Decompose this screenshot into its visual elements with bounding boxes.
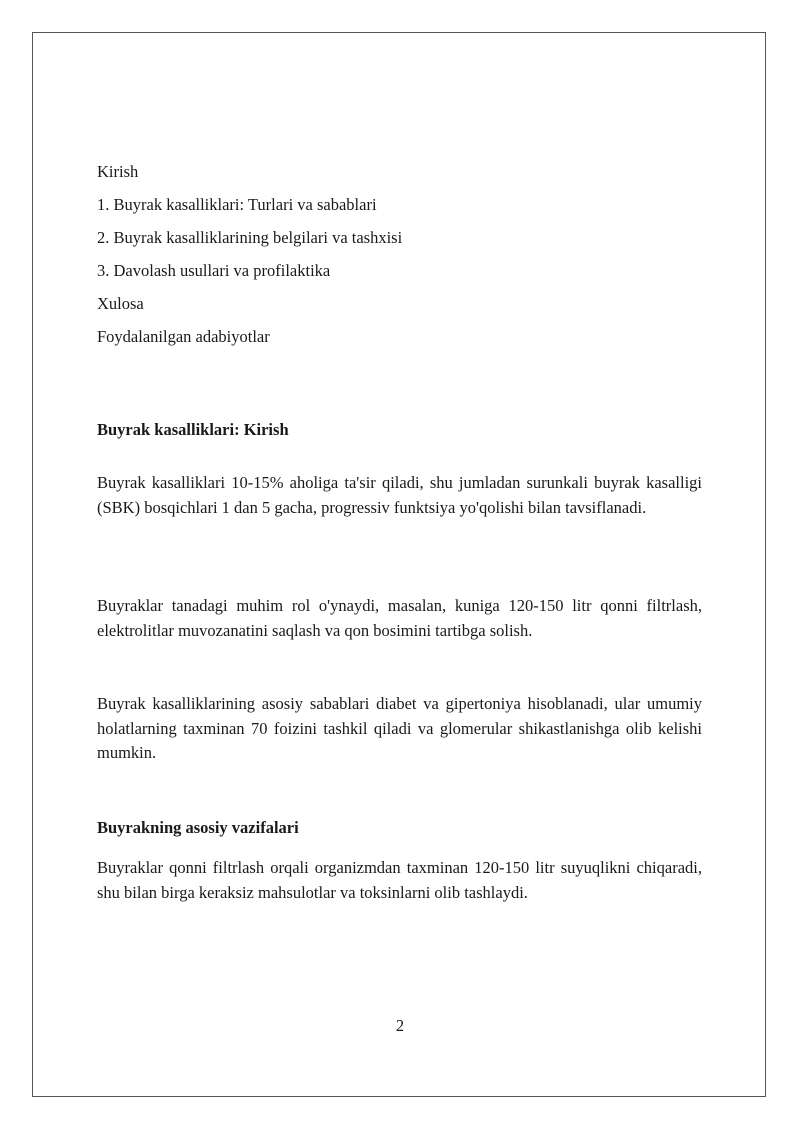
toc-item-references: Foydalanilgan adabiyotlar (97, 327, 270, 346)
toc-item-intro: Kirish (97, 162, 139, 181)
paragraph-functions-1: Buyraklar qonni filtrlash orqali organizmdan taxminan 120-150 litr suyuqlikni chiqaradi, shu bilan birga keraksiz mahsulotlar va toksinlarni olib tashlaydi. (97, 858, 702, 902)
section-heading-intro: Buyrak kasalliklari: Kirish (97, 420, 289, 439)
toc-item-conclusion: Xulosa (97, 294, 144, 313)
toc-item-chapter-3: 3. Davolash usullari va profilaktika (97, 261, 331, 280)
paragraph-intro-1: Buyrak kasalliklari 10-15% aholiga ta'sir qiladi, shu jumladan surunkali buyrak kasalligi (SBK) bosqichlari 1 dan 5 gacha, progressiv funktsiya yo'qolishi bilan tavsiflanadi. (97, 473, 702, 517)
page-number: 2 (395, 1016, 405, 1035)
paragraph-intro-3: Buyrak kasalliklarining asosiy sabablari diabet va gipertoniya hisoblanadi, ular umumiy holatlarning taxminan 70 foizini tashkil qiladi va glomerular shikastlanishga olib kelishi mumkin. (97, 694, 702, 762)
toc-item-chapter-2: 2. Buyrak kasalliklarining belgilari va tashxisi (97, 228, 403, 247)
section-heading-functions: Buyrakning asosiy vazifalari (97, 818, 299, 837)
toc-item-chapter-1: 1. Buyrak kasalliklari: Turlari va sabablari (97, 195, 377, 214)
table-of-contents (97, 160, 702, 358)
paragraph-intro-2: Buyraklar tanadagi muhim rol o'ynaydi, masalan, kuniga 120-150 litr qonni filtrlash, elektrolitlar muvozanatini saqlash va qon bosimini tartibga solish. (97, 596, 702, 640)
